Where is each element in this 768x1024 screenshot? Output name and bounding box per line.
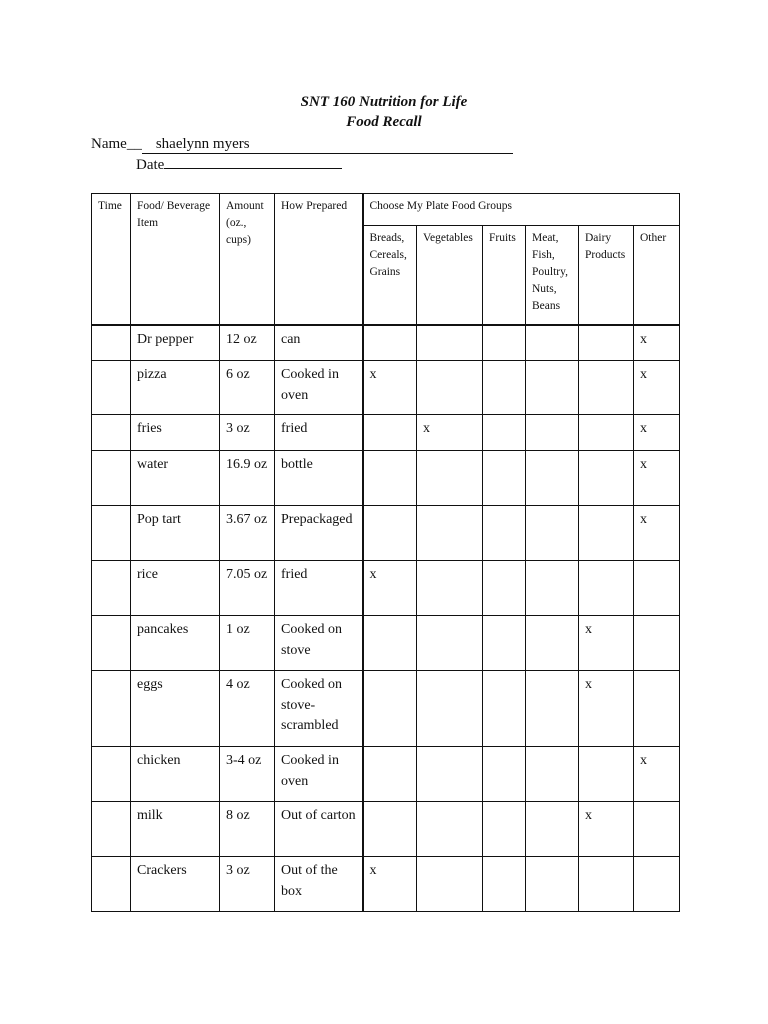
food-group-mark xyxy=(579,561,634,616)
amount-cell: 7.05 oz xyxy=(220,561,275,616)
time-cell xyxy=(92,671,131,747)
food-group-mark xyxy=(363,325,417,361)
food-cell: Dr pepper xyxy=(131,325,220,361)
food-group-mark xyxy=(483,361,526,415)
amount-column-header: Amount (oz., cups) xyxy=(220,194,275,325)
table-row xyxy=(92,802,680,857)
food-group-mark xyxy=(526,325,579,361)
food-group-mark xyxy=(526,671,579,747)
food-group-mark xyxy=(579,747,634,802)
food-group-mark xyxy=(579,451,634,506)
food-group-mark xyxy=(634,561,680,616)
food-cell: water xyxy=(131,451,220,506)
food-group-mark: x xyxy=(579,616,634,671)
food-group-mark xyxy=(526,451,579,506)
amount-cell: 6 oz xyxy=(220,361,275,415)
table-row xyxy=(92,747,680,802)
amount-cell: 3-4 oz xyxy=(220,747,275,802)
food-group-mark xyxy=(526,802,579,857)
food-group-mark: x xyxy=(634,747,680,802)
food-recall-table xyxy=(91,193,680,912)
food-cell: Crackers xyxy=(131,857,220,912)
food-group-mark xyxy=(363,616,417,671)
food-group-mark xyxy=(526,415,579,451)
time-cell xyxy=(92,857,131,912)
food-cell: pancakes xyxy=(131,616,220,671)
food-group-mark: x xyxy=(634,361,680,415)
food-rows xyxy=(92,325,680,912)
date-label: Date xyxy=(136,157,165,173)
food-group-mark xyxy=(417,747,483,802)
time-cell xyxy=(92,616,131,671)
food-group-mark xyxy=(363,802,417,857)
time-cell xyxy=(92,325,131,361)
food-cell: eggs xyxy=(131,671,220,747)
table-row xyxy=(92,325,680,361)
food-group-mark: x xyxy=(579,802,634,857)
amount-cell: 3 oz xyxy=(220,415,275,451)
prepared-cell: Cooked on stove-scrambled xyxy=(275,671,363,747)
food-group-mark xyxy=(483,415,526,451)
group-header-grains: Breads, Cereals, Grains xyxy=(363,226,417,325)
food-group-mark xyxy=(363,415,417,451)
table-row xyxy=(92,506,680,561)
food-group-mark xyxy=(526,747,579,802)
food-group-mark xyxy=(579,506,634,561)
food-cell: fries xyxy=(131,415,220,451)
table-row xyxy=(92,671,680,747)
group-header-meat: Meat, Fish, Poultry, Nuts, Beans xyxy=(526,226,579,325)
prepared-cell: Out of carton xyxy=(275,802,363,857)
food-group-mark xyxy=(363,671,417,747)
food-group-mark xyxy=(483,561,526,616)
food-group-mark xyxy=(526,857,579,912)
group-header-dairy: Dairy Products xyxy=(579,226,634,325)
food-group-mark xyxy=(526,616,579,671)
food-group-mark xyxy=(634,857,680,912)
food-group-mark xyxy=(417,325,483,361)
food-group-mark xyxy=(483,506,526,561)
food-group-mark: x xyxy=(417,415,483,451)
food-group-mark xyxy=(417,451,483,506)
amount-cell: 8 oz xyxy=(220,802,275,857)
food-group-mark xyxy=(363,506,417,561)
food-cell: rice xyxy=(131,561,220,616)
food-groups-header: Choose My Plate Food Groups xyxy=(363,194,680,226)
group-header-vegetables: Vegetables xyxy=(417,226,483,325)
food-group-mark xyxy=(483,325,526,361)
food-group-mark xyxy=(634,616,680,671)
name-value: shaelynn myers xyxy=(142,136,513,154)
food-group-mark xyxy=(579,325,634,361)
food-group-mark: x xyxy=(363,561,417,616)
table-row xyxy=(92,451,680,506)
time-column-header: Time xyxy=(92,194,131,325)
food-column-header: Food/ Beverage Item xyxy=(131,194,220,325)
prepared-cell: bottle xyxy=(275,451,363,506)
food-group-mark xyxy=(417,506,483,561)
table-row xyxy=(92,616,680,671)
form-title: Food Recall xyxy=(346,114,422,130)
food-group-mark xyxy=(579,857,634,912)
table-row xyxy=(92,415,680,451)
food-group-mark xyxy=(483,671,526,747)
food-group-mark: x xyxy=(634,451,680,506)
food-group-mark: x xyxy=(363,361,417,415)
date-field xyxy=(136,155,342,175)
prepared-cell: Prepackaged xyxy=(275,506,363,561)
food-group-mark xyxy=(417,671,483,747)
food-group-mark xyxy=(483,747,526,802)
group-header-other: Other xyxy=(634,226,680,325)
table-row xyxy=(92,561,680,616)
food-group-mark xyxy=(417,561,483,616)
time-cell xyxy=(92,451,131,506)
time-cell xyxy=(92,802,131,857)
header-row-top xyxy=(92,194,680,226)
prepared-cell: fried xyxy=(275,561,363,616)
time-cell xyxy=(92,415,131,451)
food-group-mark xyxy=(526,561,579,616)
time-cell xyxy=(92,506,131,561)
prepared-cell: Cooked in oven xyxy=(275,747,363,802)
food-group-mark xyxy=(417,802,483,857)
food-group-mark xyxy=(483,616,526,671)
time-cell xyxy=(92,361,131,415)
food-group-mark xyxy=(363,747,417,802)
food-group-mark xyxy=(526,361,579,415)
name-label: Name__ xyxy=(91,136,142,152)
food-group-mark xyxy=(483,802,526,857)
food-group-mark: x xyxy=(634,506,680,561)
table-row xyxy=(92,857,680,912)
prepared-column-header: How Prepared xyxy=(275,194,363,325)
amount-cell: 12 oz xyxy=(220,325,275,361)
food-cell: pizza xyxy=(131,361,220,415)
food-group-mark xyxy=(579,415,634,451)
prepared-cell: fried xyxy=(275,415,363,451)
time-cell xyxy=(92,561,131,616)
table-row xyxy=(92,361,680,415)
food-group-mark: x xyxy=(634,325,680,361)
prepared-cell: Cooked in oven xyxy=(275,361,363,415)
amount-cell: 16.9 oz xyxy=(220,451,275,506)
amount-cell: 4 oz xyxy=(220,671,275,747)
food-cell: Pop tart xyxy=(131,506,220,561)
food-group-mark xyxy=(634,671,680,747)
name-field xyxy=(91,134,513,154)
food-group-mark xyxy=(363,451,417,506)
food-group-mark xyxy=(483,451,526,506)
food-group-mark: x xyxy=(634,415,680,451)
time-cell xyxy=(92,747,131,802)
date-value xyxy=(164,167,342,169)
food-group-mark xyxy=(483,857,526,912)
food-group-mark: x xyxy=(579,671,634,747)
amount-cell: 3.67 oz xyxy=(220,506,275,561)
food-group-mark xyxy=(417,857,483,912)
prepared-cell: can xyxy=(275,325,363,361)
food-group-mark xyxy=(417,616,483,671)
food-group-mark xyxy=(417,361,483,415)
prepared-cell: Cooked on stove xyxy=(275,616,363,671)
amount-cell: 1 oz xyxy=(220,616,275,671)
food-group-mark xyxy=(634,802,680,857)
food-group-mark: x xyxy=(363,857,417,912)
food-group-mark xyxy=(579,361,634,415)
course-title: SNT 160 Nutrition for Life xyxy=(300,94,468,110)
food-cell: chicken xyxy=(131,747,220,802)
food-group-mark xyxy=(526,506,579,561)
group-header-fruits: Fruits xyxy=(483,226,526,325)
prepared-cell: Out of the box xyxy=(275,857,363,912)
amount-cell: 3 oz xyxy=(220,857,275,912)
food-cell: milk xyxy=(131,802,220,857)
